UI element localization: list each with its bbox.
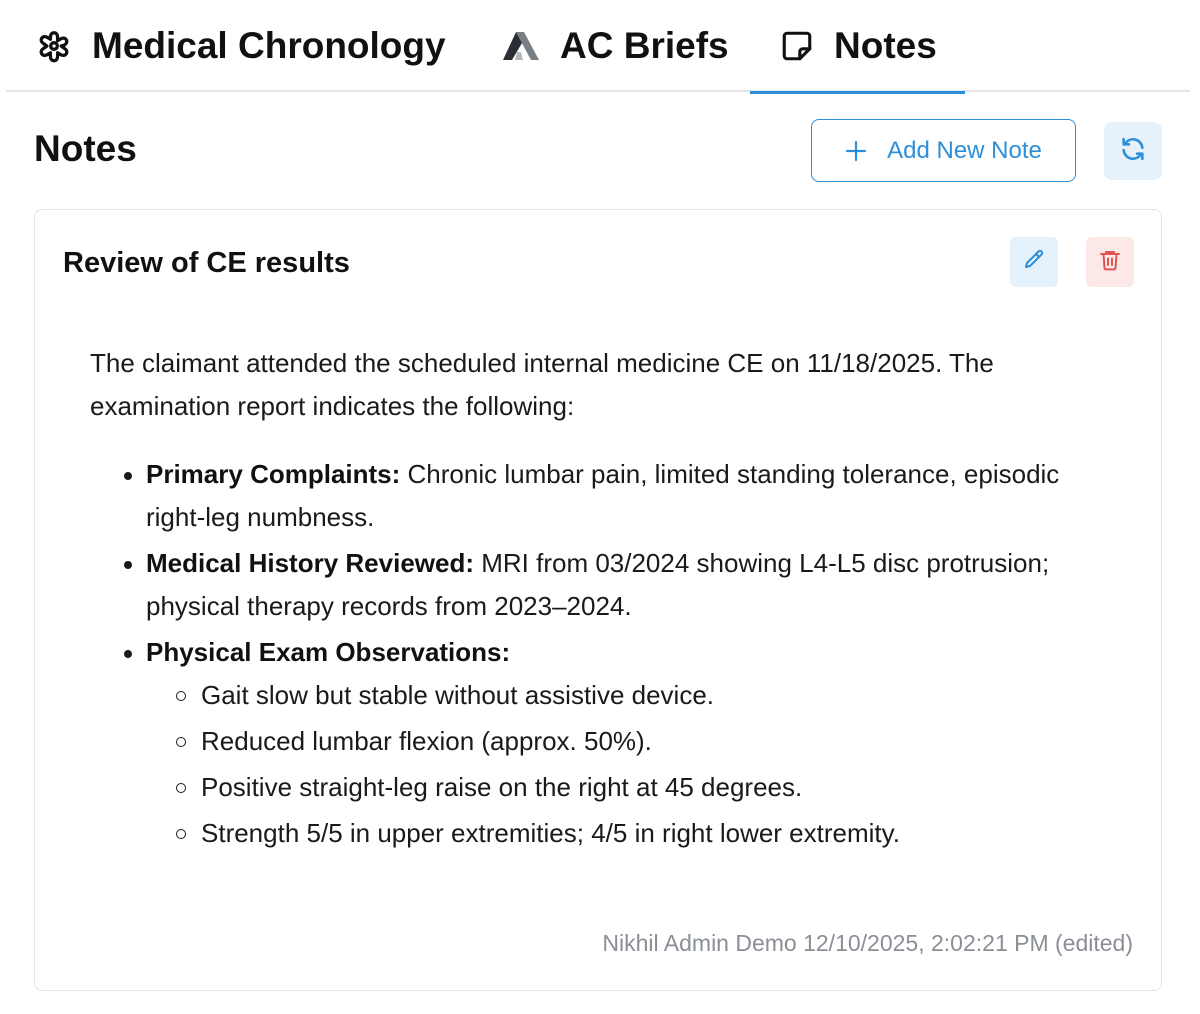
refresh-icon: [1119, 135, 1147, 168]
sub-list-item: Strength 5/5 in upper extremities; 4/5 in right lower extremity.: [201, 812, 1110, 855]
trash-icon: [1098, 248, 1122, 277]
list-item-text: MRI from 03/2024 showing L4-L5 disc protrusion; physical therapy records from 2023–2024.: [146, 548, 1050, 621]
tab-bar: [6, 0, 1190, 92]
refresh-button[interactable]: [1104, 122, 1162, 180]
sticky-note-icon: [780, 29, 814, 63]
note-intro: The claimant attended the scheduled internal medicine CE on 11/18/2025. The examination report indicates the following:: [90, 348, 994, 421]
tab-medical-chronology[interactable]: [36, 0, 446, 92]
list-item-label: Physical Exam Observations:: [146, 637, 511, 667]
note-list: [90, 453, 1110, 855]
sub-list-item: Reduced lumbar flexion (approx. 50%).: [201, 720, 1110, 763]
pencil-icon: [1022, 248, 1046, 277]
tab-notes[interactable]: [780, 0, 937, 92]
tab-label: AC Briefs: [560, 25, 729, 66]
list-item: [146, 631, 1110, 855]
tab-label: Medical Chronology: [92, 25, 446, 66]
list-item-label: Primary Complaints:: [146, 459, 401, 489]
list-item: [146, 453, 1110, 539]
ac-logo-icon: [500, 30, 540, 62]
note-card: [34, 209, 1162, 991]
asterisk-icon: [36, 28, 72, 64]
add-new-note-button[interactable]: [811, 119, 1076, 182]
note-meta: Nikhil Admin Demo 12/10/2025, 2:02:21 PM (edited): [602, 930, 1133, 956]
sub-list: [146, 674, 1110, 855]
list-item-label: Medical History Reviewed:: [146, 548, 474, 578]
tab-ac-briefs[interactable]: [500, 0, 729, 92]
delete-note-button[interactable]: [1086, 237, 1134, 287]
sub-list-item: Positive straight-leg raise on the right at 45 degrees.: [201, 766, 1110, 809]
note-body: [90, 342, 1110, 858]
tab-label: Notes: [834, 25, 937, 66]
note-title: Review of CE results: [63, 247, 350, 279]
add-new-note-label: Add New Note: [887, 136, 1042, 164]
page-title: Notes: [34, 128, 137, 169]
list-item-text: Chronic lumbar pain, limited standing tolerance, episodic right-leg numbness.: [146, 459, 1060, 532]
plus-icon: [845, 140, 867, 162]
sub-list-item: Gait slow but stable without assistive device.: [201, 674, 1110, 717]
list-item: [146, 542, 1110, 628]
edit-note-button[interactable]: [1010, 237, 1058, 287]
